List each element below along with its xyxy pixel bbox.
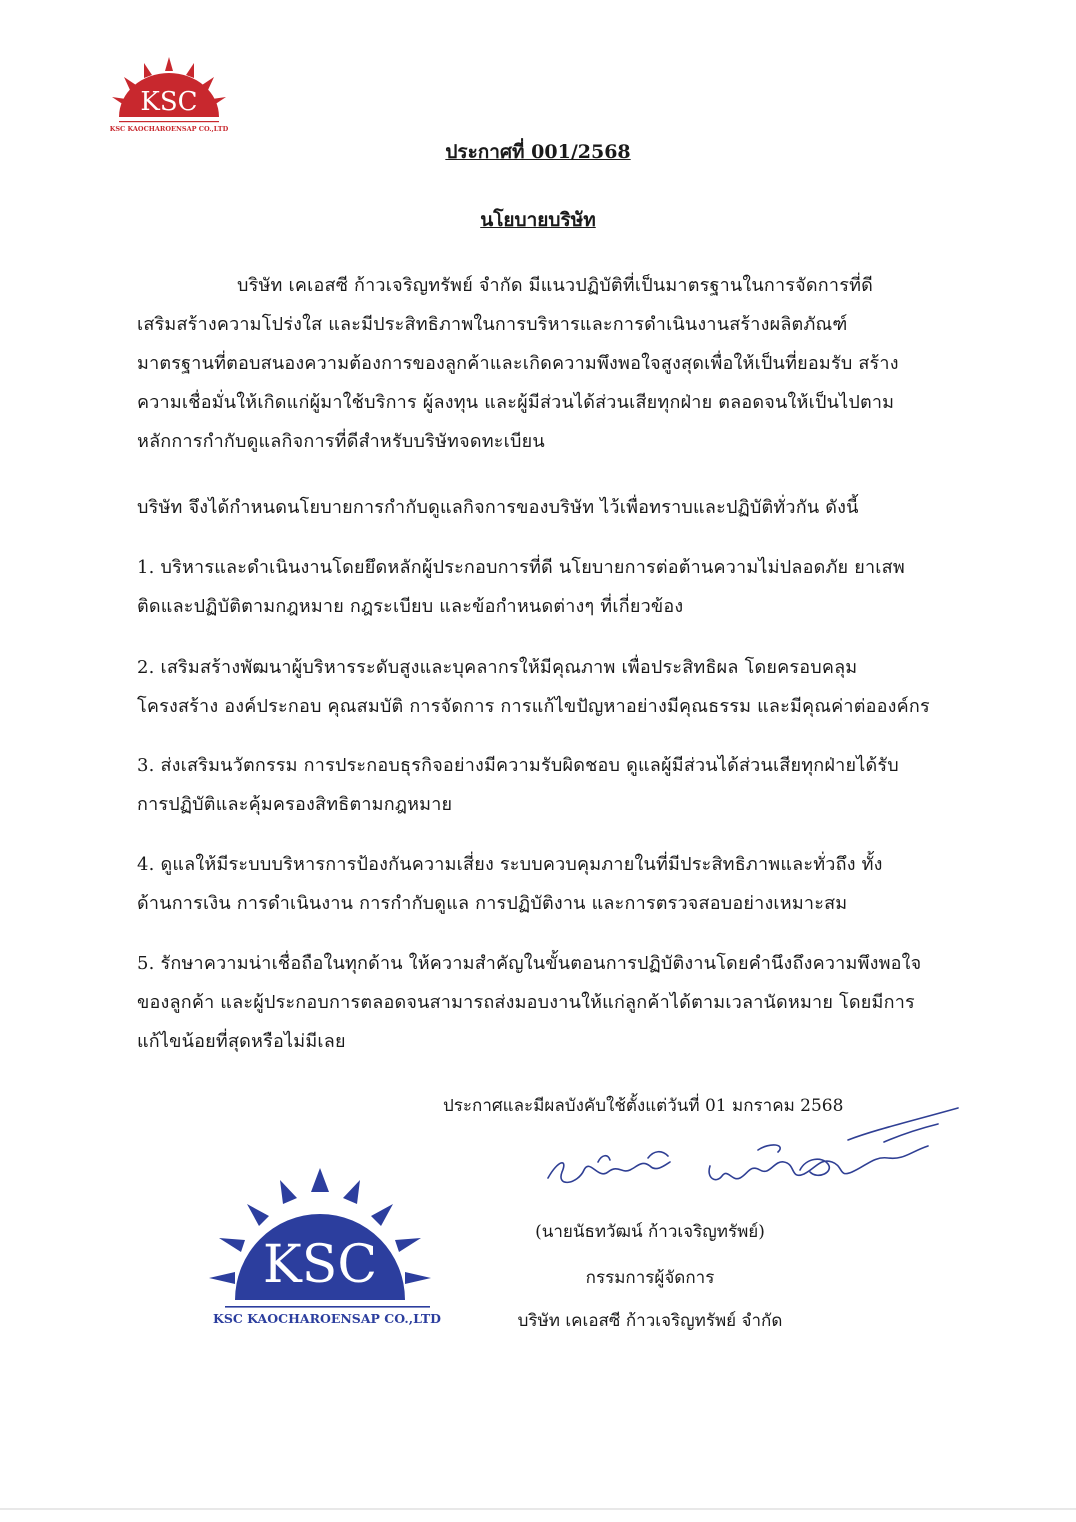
signatory-name: (นายนัธทวัฒน์ ก้าวเจริญทรัพย์) — [535, 1222, 765, 1242]
intro-line: เสริมสร้างความโปร่งใส และมีประสิทธิภาพในการบริหารและการดำเนินงานสร้างผลิตภัณฑ์ — [137, 314, 848, 335]
ksc-logo — [104, 55, 234, 140]
svg-text:KSC: KSC — [140, 87, 198, 117]
svg-text:KSC: KSC — [262, 1235, 378, 1295]
policy-item-5 — [137, 944, 952, 1061]
policy-line: โครงสร้าง องค์ประกอบ คุณสมบัติ การจัดการ การแก้ไขปัญหาอย่างมีคุณธรรม และมีคุณค่าต่อองค์กร — [137, 696, 930, 717]
company-name: บริษัท เคเอสซี ก้าวเจริญทรัพย์ จำกัด — [517, 1311, 783, 1331]
policy-line: 4. ดูแลให้มีระบบบริหารการป้องกันความเสี่ยง ระบบควบคุมภายในที่มีประสิทธิภาพและทั่วถึง ทั้ง — [137, 854, 883, 875]
policy-item-1 — [137, 548, 952, 626]
page-title: นโยบายบริษัท — [480, 209, 596, 231]
announcement-number: ประกาศที่ 001/2568 — [445, 141, 631, 163]
lead-paragraph — [137, 488, 952, 527]
policy-line: 1. บริหารและดำเนินงานโดยยึดหลักผู้ประกอบการที่ดี นโยบายการต่อต้านความไม่ปลอดภัย ยาเสพ — [137, 557, 905, 578]
intro-paragraph-cont — [137, 305, 952, 461]
handwritten-signature — [538, 1100, 978, 1205]
policy-line: ติดและปฏิบัติตามกฎหมาย กฎระเบียบ และข้อกำหนดต่างๆ ที่เกี่ยวข้อง — [137, 596, 684, 617]
policy-item-3 — [137, 746, 952, 824]
intro-line: ความเชื่อมั่นให้เกิดแก่ผู้มาใช้บริการ ผู้ลงทุน และผู้มีส่วนได้ส่วนเสียทุกฝ่าย ตลอดจนให้เป็นไปตาม — [137, 392, 895, 413]
page-bottom-edge — [0, 1508, 1076, 1510]
policy-item-2 — [137, 648, 952, 726]
policy-line: 5. รักษาความน่าเชื่อถือในทุกด้าน ให้ความสำคัญในขั้นตอนการปฏิบัติงานโดยคำนึงถึงความพึงพอใจ — [137, 953, 922, 974]
intro-line: บริษัท เคเอสซี ก้าวเจริญทรัพย์ จำกัด มีแนวปฏิบัติที่เป็นมาตรฐานในการจัดการที่ดี — [237, 275, 874, 296]
intro-line: หลักการกำกับดูแลกิจการที่ดีสำหรับบริษัทจดทะเบียน — [137, 431, 545, 452]
policy-line: แก้ไขน้อยที่สุดหรือไม่มีเลย — [137, 1031, 346, 1052]
policy-item-4 — [137, 845, 952, 923]
svg-text:KSC KAOCHAROENSAP CO.,LTD: KSC KAOCHAROENSAP CO.,LTD — [109, 125, 229, 133]
effective-date: ประกาศและมีผลบังคับใช้ตั้งแต่วันที่ 01 มกราคม 2568 — [443, 1096, 844, 1116]
lead-line: บริษัท จึงได้กำหนดนโยบายการกำกับดูแลกิจการของบริษัท ไว้เพื่อทราบและปฏิบัติทั่วกัน ดังนี้ — [137, 497, 859, 518]
policy-line: 2. เสริมสร้างพัฒนาผู้บริหารระดับสูงและบุคลากรให้มีคุณภาพ เพื่อประสิทธิผล โดยครอบคลุม — [137, 657, 858, 678]
company-stamp — [205, 1160, 465, 1335]
intro-line: มาตรฐานที่ตอบสนองความต้องการของลูกค้าและเกิดความพึงพอใจสูงสุดเพื่อให้เป็นที่ยอมรับ สร้าง — [137, 353, 899, 374]
policy-line: การปฏิบัติและคุ้มครองสิทธิตามกฎหมาย — [137, 794, 453, 815]
signatory-position: กรรมการผู้จัดการ — [585, 1268, 715, 1288]
policy-line: ของลูกค้า และผู้ประกอบการตลอดจนสามารถส่งมอบงานให้แก่ลูกค้าได้ตามเวลานัดหมาย โดยมีการ — [137, 992, 915, 1013]
policy-line: 3. ส่งเสริมนวัตกรรม การประกอบธุรกิจอย่างมีความรับผิดชอบ ดูแลผู้มีส่วนได้ส่วนเสียทุกฝ่ายได้รับ — [137, 755, 899, 776]
intro-paragraph — [137, 266, 952, 305]
policy-line: ด้านการเงิน การดำเนินงาน การกำกับดูแล การปฏิบัติงาน และการตรวจสอบอย่างเหมาะสม — [137, 893, 848, 914]
svg-text:KSC KAOCHAROENSAP CO.,LTD: KSC KAOCHAROENSAP CO.,LTD — [212, 1311, 442, 1326]
